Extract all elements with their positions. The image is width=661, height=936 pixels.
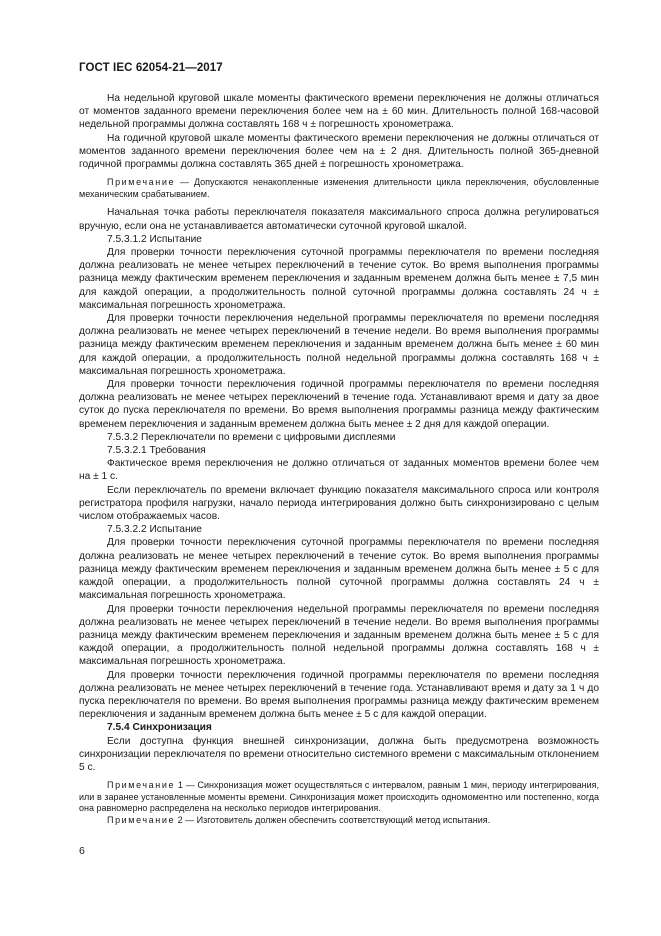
body-paragraph: На недельной круговой шкале моменты фактического времени переключения не должны отличаться от моментов заданного времени переключения более чем на ± 60 мин. Длительность полной 168-часовой недельной программы должна составлять 168 ч ± погрешность хронометража. <box>79 93 599 131</box>
note-text: 2 — Изготовитель должен обеспечить соответствующий метод испытания. <box>175 814 491 825</box>
body-paragraph: Для проверки точности переключения суточной программы переключателя по времени последняя должна реализовать не менее четырех переключений в течение суток. Во время выполнения программы разница между фактическим временем переключения и заданным временем должна быть менее ± 7,5 мин для каждой операции, а продолжительность полной суточной программы должна составлять 24 ч ± максимальная погрешность хронометража. <box>79 247 599 311</box>
section-heading: 7.5.3.2.2 Испытание <box>107 524 202 536</box>
document-header: ГОСТ IEC 62054-21—2017 <box>79 62 223 74</box>
note-paragraph <box>79 815 599 827</box>
section-heading: 7.5.3.1.2 Испытание <box>107 233 202 245</box>
body-paragraph: Если доступна функция внешней синхронизации, должна быть предусмотрена возможность синхронизации переключателя по времени относительно системного времени с максимальным отклонением 5 с. <box>79 735 599 773</box>
section-heading: 7.5.4 Синхронизация <box>107 722 212 734</box>
note-label: Примечание <box>107 177 176 188</box>
body-paragraph: На годичной круговой шкале моменты фактического времени переключения не должны отличаться от моментов заданного времени переключения более чем на ± 2 дня. Длительность полной 365-дневной годичной программы должна составлять 365 дней ± погрешность хронометража. <box>79 132 599 171</box>
body-paragraph: Начальная точка работы переключателя показателя максимального спроса должна регулироваться вручную, если она не устанавливается автоматически суточной круговой шкалой. <box>79 207 599 232</box>
note-paragraph <box>79 177 599 200</box>
body-paragraph: Для проверки точности переключения недельной программы переключателя по времени последняя должна реализовать не менее четырех переключений в течение недели. Во время выполнения программы разница между фактическим временем переключения и заданным временем должна быть менее ± 60 мин для каждой операции, а продолжительность полной недельной программы должна составлять 168 ч ± максимальная погрешность хронометража. <box>79 313 599 377</box>
section-heading: 7.5.3.2.1 Требования <box>107 445 206 457</box>
body-paragraph: Для проверки точности переключения недельной программы переключателя по времени последняя должна реализовать не менее четырех переключений в течение недели. Во время выполнения программы разница между фактическим временем переключения и заданным временем должна быть менее ± 5 с для каждой операции, а продолжительность полной недельной программы должна составлять 168 ч ± максимальная погрешность хронометража. <box>79 603 599 668</box>
note-paragraph <box>79 780 599 815</box>
body-paragraph: Если переключатель по времени включает функцию показателя максимального спроса или контроля регистратора профиля нагрузки, начало периода интегрирования должно быть синхронизировано с целым числом отображаемых часов. <box>79 484 599 523</box>
note-label: Примечание <box>107 780 176 791</box>
note-text: 1 — Синхронизация может осуществляться с интервалом, равным 1 мин, периоду интегрирования, или в заранее установленные моменты времени. Синхронизация может происходить одномоментно или постепенно, когда она равномерно распределена на несколько периодов интегрирования. <box>79 780 599 814</box>
body-paragraph: Для проверки точности переключения суточной программы переключателя по времени последняя должна реализовать не менее четырех переключений в течение суток. Во время выполнения программы разница между фактическим временем переключения и заданным временем должна быть менее ± 5 с для каждой операции, а продолжительность полной суточной программы должна составлять 24 ч ± максимальная погрешность хронометража. <box>79 537 599 602</box>
section-heading: 7.5.3.2 Переключатели по времени с цифровыми дисплеями <box>107 431 396 443</box>
body-paragraph: Фактическое время переключения не должно отличаться от заданных моментов времени более чем на ± 1 с. <box>79 458 599 483</box>
note-label: Примечание <box>107 814 176 825</box>
page-number: 6 <box>79 845 85 857</box>
body-paragraph: Для проверки точности переключения годичной программы переключателя по времени последняя должна реализовать не менее четырех переключений в течение года. Устанавливают время и дату за двое суток до пуска переключателя по времени. Во время выполнения программы разница между фактическим временем переключения и заданным временем должна быть менее ± 2 дня для каждой операции. <box>79 379 599 430</box>
note-text: — Допускаются ненакопленные изменения длительности цикла переключения, обусловленные механическим срабатыванием. <box>79 177 599 199</box>
body-paragraph: Для проверки точности переключения годичной программы переключателя по времени последняя должна реализовать не менее четырех переключений в течение года. Устанавливают время и дату за 1 ч до пуска переключателя по времени. Во время выполнения программы разница между фактическим временем переключения и заданным временем должна быть менее ± 5 с для каждой операции. <box>79 669 599 721</box>
document-body <box>79 92 599 827</box>
